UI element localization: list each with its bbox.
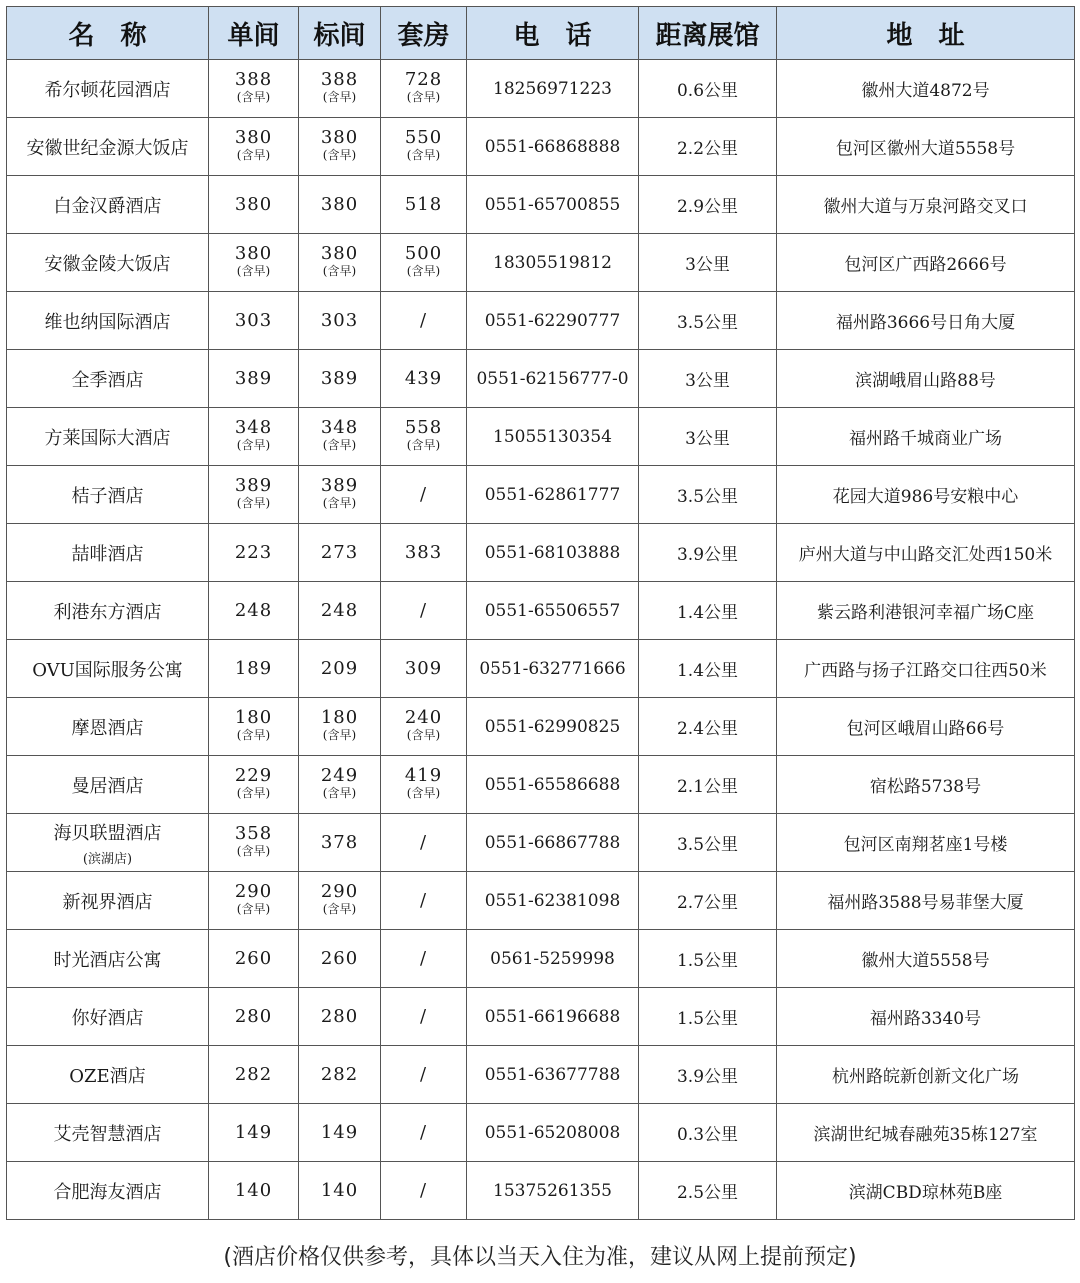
address-cell: 包河区峨眉山路66号 bbox=[777, 698, 1075, 756]
single-room-price-cell bbox=[209, 466, 299, 524]
single-room-price: 229 bbox=[234, 765, 273, 786]
single-room-price-cell bbox=[209, 1046, 299, 1104]
single-room-price: 388 bbox=[234, 69, 273, 90]
breakfast-note: (含早) bbox=[322, 264, 357, 278]
twin-room-price-cell bbox=[299, 640, 381, 698]
phone-cell: 0551-65506557 bbox=[467, 582, 639, 640]
table-row bbox=[7, 582, 1075, 640]
hotel-name: 希尔顿花园酒店 bbox=[44, 79, 171, 101]
suite-price-cell bbox=[381, 930, 467, 988]
header-address: 地 址 bbox=[777, 7, 1075, 60]
breakfast-note: (含早) bbox=[236, 786, 271, 800]
table-row bbox=[7, 234, 1075, 292]
table-row bbox=[7, 1104, 1075, 1162]
table-row bbox=[7, 60, 1075, 118]
suite-price-cell bbox=[381, 60, 467, 118]
twin-room-price-cell bbox=[299, 1046, 381, 1104]
single-room-price-cell bbox=[209, 872, 299, 930]
breakfast-note: (含早) bbox=[322, 438, 357, 452]
suite-price: 240 bbox=[404, 707, 443, 728]
hotel-name: 维也纳国际酒店 bbox=[44, 311, 171, 333]
single-room-price-cell bbox=[209, 1104, 299, 1162]
suite-price: 550 bbox=[404, 127, 443, 148]
hotel-name-cell bbox=[7, 176, 209, 234]
suite-price: 309 bbox=[404, 657, 443, 679]
address-cell: 滨湖峨眉山路88号 bbox=[777, 350, 1075, 408]
table-row bbox=[7, 176, 1075, 234]
hotel-name-cell bbox=[7, 292, 209, 350]
hotel-name-cell bbox=[7, 582, 209, 640]
suite-price: 558 bbox=[404, 417, 443, 438]
hotel-name: 艾壳智慧酒店 bbox=[53, 1123, 162, 1145]
header-name: 名 称 bbox=[7, 7, 209, 60]
address-cell: 包河区广西路2666号 bbox=[777, 234, 1075, 292]
address-cell: 滨湖世纪城春融苑35栋127室 bbox=[777, 1104, 1075, 1162]
breakfast-note: (含早) bbox=[406, 438, 441, 452]
address-cell: 宿松路5738号 bbox=[777, 756, 1075, 814]
twin-room-price: 180 bbox=[320, 707, 359, 728]
single-room-price: 248 bbox=[234, 599, 273, 621]
twin-room-price-cell bbox=[299, 988, 381, 1046]
single-room-price-cell bbox=[209, 234, 299, 292]
suite-price-cell bbox=[381, 756, 467, 814]
twin-room-price: 380 bbox=[320, 243, 359, 264]
twin-room-price: 388 bbox=[320, 69, 359, 90]
phone-cell: 15055130354 bbox=[467, 408, 639, 466]
hotel-name-cell bbox=[7, 640, 209, 698]
twin-room-price-cell bbox=[299, 1104, 381, 1162]
suite-price: 728 bbox=[404, 69, 443, 90]
breakfast-note: (含早) bbox=[406, 786, 441, 800]
table-row bbox=[7, 1046, 1075, 1104]
header-twin-room: 标间 bbox=[299, 7, 381, 60]
suite-price-cell bbox=[381, 524, 467, 582]
single-room-price: 389 bbox=[234, 367, 273, 389]
phone-cell: 0551-62861777 bbox=[467, 466, 639, 524]
single-room-price: 149 bbox=[234, 1121, 273, 1143]
address-cell: 紫云路利港银河幸福广场C座 bbox=[777, 582, 1075, 640]
distance-cell: 3.9公里 bbox=[639, 1046, 777, 1104]
hotel-name-cell bbox=[7, 814, 209, 872]
suite-price: / bbox=[419, 1005, 428, 1027]
twin-room-price: 209 bbox=[320, 657, 359, 679]
hotel-name: 新视界酒店 bbox=[62, 891, 153, 913]
twin-room-price: 380 bbox=[320, 127, 359, 148]
suite-price-cell bbox=[381, 292, 467, 350]
twin-room-price: 140 bbox=[320, 1179, 359, 1201]
breakfast-note: (含早) bbox=[236, 902, 271, 916]
single-room-price-cell bbox=[209, 292, 299, 350]
hotel-name-cell bbox=[7, 698, 209, 756]
breakfast-note: (含早) bbox=[236, 148, 271, 162]
twin-room-price: 273 bbox=[320, 541, 359, 563]
suite-price: 500 bbox=[404, 243, 443, 264]
single-room-price: 348 bbox=[234, 417, 273, 438]
hotel-name: 摩恩酒店 bbox=[71, 717, 144, 739]
hotel-name: 全季酒店 bbox=[71, 369, 144, 391]
hotel-name-cell bbox=[7, 524, 209, 582]
hotel-name: 合肥海友酒店 bbox=[53, 1181, 162, 1203]
hotel-name-cell bbox=[7, 930, 209, 988]
breakfast-note: (含早) bbox=[406, 264, 441, 278]
hotel-name: OVU国际服务公寓 bbox=[32, 659, 183, 681]
hotel-name: 白金汉爵酒店 bbox=[53, 195, 162, 217]
single-room-price-cell bbox=[209, 118, 299, 176]
single-room-price-cell bbox=[209, 640, 299, 698]
table-row bbox=[7, 640, 1075, 698]
hotel-name-cell bbox=[7, 872, 209, 930]
twin-room-price-cell bbox=[299, 1162, 381, 1220]
phone-cell: 15375261355 bbox=[467, 1162, 639, 1220]
suite-price-cell bbox=[381, 350, 467, 408]
single-room-price: 290 bbox=[234, 881, 273, 902]
single-room-price: 180 bbox=[234, 707, 273, 728]
address-cell: 徽州大道5558号 bbox=[777, 930, 1075, 988]
single-room-price: 260 bbox=[234, 947, 273, 969]
table-row bbox=[7, 466, 1075, 524]
table-row bbox=[7, 930, 1075, 988]
distance-cell: 2.7公里 bbox=[639, 872, 777, 930]
suite-price: / bbox=[419, 483, 428, 505]
table-row bbox=[7, 408, 1075, 466]
hotel-name: 海贝联盟酒店 bbox=[53, 822, 162, 844]
phone-cell: 0551-62156777-0 bbox=[467, 350, 639, 408]
twin-room-price: 348 bbox=[320, 417, 359, 438]
table-row bbox=[7, 814, 1075, 872]
distance-cell: 1.5公里 bbox=[639, 930, 777, 988]
suite-price: 439 bbox=[404, 367, 443, 389]
twin-room-price: 280 bbox=[320, 1005, 359, 1027]
twin-room-price-cell bbox=[299, 60, 381, 118]
address-cell: 广西路与扬子江路交口往西50米 bbox=[777, 640, 1075, 698]
twin-room-price-cell bbox=[299, 698, 381, 756]
hotel-name: 安徽金陵大饭店 bbox=[44, 253, 171, 275]
table-body bbox=[7, 60, 1075, 1220]
table-row bbox=[7, 350, 1075, 408]
single-room-price-cell bbox=[209, 524, 299, 582]
address-cell: 徽州大道4872号 bbox=[777, 60, 1075, 118]
suite-price-cell bbox=[381, 176, 467, 234]
hotel-name-cell bbox=[7, 988, 209, 1046]
distance-cell: 3.5公里 bbox=[639, 292, 777, 350]
header-distance: 距离展馆 bbox=[639, 7, 777, 60]
phone-cell: 0551-65586688 bbox=[467, 756, 639, 814]
hotel-name: 方莱国际大酒店 bbox=[44, 427, 171, 449]
suite-price-cell bbox=[381, 988, 467, 1046]
hotel-name-cell bbox=[7, 756, 209, 814]
distance-cell: 3公里 bbox=[639, 408, 777, 466]
hotel-name-cell bbox=[7, 1104, 209, 1162]
twin-room-price: 389 bbox=[320, 367, 359, 389]
suite-price: / bbox=[419, 889, 428, 911]
distance-cell: 1.5公里 bbox=[639, 988, 777, 1046]
twin-room-price-cell bbox=[299, 582, 381, 640]
single-room-price-cell bbox=[209, 756, 299, 814]
phone-cell: 0551-65700855 bbox=[467, 176, 639, 234]
twin-room-price-cell bbox=[299, 524, 381, 582]
breakfast-note: (含早) bbox=[406, 148, 441, 162]
distance-cell: 0.6公里 bbox=[639, 60, 777, 118]
phone-cell: 0551-66867788 bbox=[467, 814, 639, 872]
twin-room-price: 248 bbox=[320, 599, 359, 621]
single-room-price-cell bbox=[209, 582, 299, 640]
suite-price-cell bbox=[381, 640, 467, 698]
twin-room-price-cell bbox=[299, 408, 381, 466]
distance-cell: 3.5公里 bbox=[639, 814, 777, 872]
distance-cell: 2.5公里 bbox=[639, 1162, 777, 1220]
suite-price-cell bbox=[381, 234, 467, 292]
suite-price: 383 bbox=[404, 541, 443, 563]
address-cell: 福州路3666号日角大厦 bbox=[777, 292, 1075, 350]
single-room-price: 303 bbox=[234, 309, 273, 331]
suite-price: 518 bbox=[404, 193, 443, 215]
single-room-price-cell bbox=[209, 176, 299, 234]
suite-price-cell bbox=[381, 814, 467, 872]
footer-note: (酒店价格仅供参考，具体以当天入住为准，建议从网上提前预定) bbox=[223, 1245, 857, 1270]
breakfast-note: (含早) bbox=[322, 728, 357, 742]
table-row bbox=[7, 872, 1075, 930]
breakfast-note: (含早) bbox=[236, 438, 271, 452]
twin-room-price: 282 bbox=[320, 1063, 359, 1085]
suite-price-cell bbox=[381, 1046, 467, 1104]
distance-cell: 3.5公里 bbox=[639, 466, 777, 524]
phone-cell: 0551-63677788 bbox=[467, 1046, 639, 1104]
hotel-name-cell bbox=[7, 466, 209, 524]
hotel-name: OZE酒店 bbox=[69, 1065, 146, 1087]
twin-room-price: 389 bbox=[320, 475, 359, 496]
hotel-name-cell bbox=[7, 1162, 209, 1220]
distance-cell: 2.2公里 bbox=[639, 118, 777, 176]
phone-cell: 0551-66196688 bbox=[467, 988, 639, 1046]
twin-room-price: 303 bbox=[320, 309, 359, 331]
hotel-table-container bbox=[6, 6, 1074, 1220]
twin-room-price: 249 bbox=[320, 765, 359, 786]
hotel-name-cell bbox=[7, 1046, 209, 1104]
single-room-price-cell bbox=[209, 930, 299, 988]
twin-room-price-cell bbox=[299, 930, 381, 988]
single-room-price: 282 bbox=[234, 1063, 273, 1085]
table-row bbox=[7, 988, 1075, 1046]
suite-price: / bbox=[419, 309, 428, 331]
header-phone: 电 话 bbox=[467, 7, 639, 60]
suite-price: / bbox=[419, 599, 428, 621]
single-room-price-cell bbox=[209, 1162, 299, 1220]
single-room-price: 380 bbox=[234, 127, 273, 148]
phone-cell: 0551-62990825 bbox=[467, 698, 639, 756]
suite-price: / bbox=[419, 1063, 428, 1085]
hotel-name: 利港东方酒店 bbox=[53, 601, 162, 623]
single-room-price-cell bbox=[209, 60, 299, 118]
twin-room-price-cell bbox=[299, 756, 381, 814]
single-room-price: 380 bbox=[234, 243, 273, 264]
table-row bbox=[7, 1162, 1075, 1220]
suite-price-cell bbox=[381, 466, 467, 524]
address-cell: 福州路3340号 bbox=[777, 988, 1075, 1046]
breakfast-note: (含早) bbox=[322, 496, 357, 510]
twin-room-price-cell bbox=[299, 814, 381, 872]
breakfast-note: (含早) bbox=[322, 90, 357, 104]
phone-cell: 0561-5259998 bbox=[467, 930, 639, 988]
suite-price-cell bbox=[381, 582, 467, 640]
breakfast-note: (含早) bbox=[236, 264, 271, 278]
address-cell: 福州路千城商业广场 bbox=[777, 408, 1075, 466]
distance-cell: 1.4公里 bbox=[639, 640, 777, 698]
hotel-name: 你好酒店 bbox=[71, 1007, 144, 1029]
breakfast-note: (含早) bbox=[236, 496, 271, 510]
address-cell: 杭州路皖新创新文化广场 bbox=[777, 1046, 1075, 1104]
table-row bbox=[7, 292, 1075, 350]
breakfast-note: (含早) bbox=[322, 786, 357, 800]
twin-room-price: 260 bbox=[320, 947, 359, 969]
suite-price: 419 bbox=[404, 765, 443, 786]
hotel-name: 喆啡酒店 bbox=[71, 543, 144, 565]
breakfast-note: (含早) bbox=[236, 90, 271, 104]
distance-cell: 2.4公里 bbox=[639, 698, 777, 756]
suite-price-cell bbox=[381, 408, 467, 466]
distance-cell: 2.1公里 bbox=[639, 756, 777, 814]
suite-price-cell bbox=[381, 118, 467, 176]
suite-price: / bbox=[419, 1179, 428, 1201]
distance-cell: 0.3公里 bbox=[639, 1104, 777, 1162]
twin-room-price-cell bbox=[299, 176, 381, 234]
suite-price-cell bbox=[381, 698, 467, 756]
hotel-price-table bbox=[6, 6, 1075, 1220]
twin-room-price-cell bbox=[299, 350, 381, 408]
single-room-price-cell bbox=[209, 698, 299, 756]
table-row bbox=[7, 118, 1075, 176]
single-room-price: 358 bbox=[234, 823, 273, 844]
hotel-name: 安徽世纪金源大饭店 bbox=[26, 137, 189, 159]
twin-room-price-cell bbox=[299, 466, 381, 524]
single-room-price: 380 bbox=[234, 193, 273, 215]
address-cell: 庐州大道与中山路交汇处西150米 bbox=[777, 524, 1075, 582]
breakfast-note: (含早) bbox=[406, 728, 441, 742]
twin-room-price: 290 bbox=[320, 881, 359, 902]
phone-cell: 0551-66868888 bbox=[467, 118, 639, 176]
breakfast-note: (含早) bbox=[236, 728, 271, 742]
single-room-price-cell bbox=[209, 988, 299, 1046]
hotel-name: 曼居酒店 bbox=[71, 775, 144, 797]
hotel-name: 桔子酒店 bbox=[71, 485, 144, 507]
distance-cell: 1.4公里 bbox=[639, 582, 777, 640]
suite-price: / bbox=[419, 831, 428, 853]
distance-cell: 3公里 bbox=[639, 234, 777, 292]
single-room-price-cell bbox=[209, 408, 299, 466]
address-cell: 滨湖CBD琼林苑B座 bbox=[777, 1162, 1075, 1220]
single-room-price: 223 bbox=[234, 541, 273, 563]
address-cell: 包河区徽州大道5558号 bbox=[777, 118, 1075, 176]
breakfast-note: (含早) bbox=[236, 844, 271, 858]
breakfast-note: (含早) bbox=[322, 148, 357, 162]
single-room-price: 280 bbox=[234, 1005, 273, 1027]
distance-cell: 3.9公里 bbox=[639, 524, 777, 582]
hotel-name-cell bbox=[7, 350, 209, 408]
single-room-price-cell bbox=[209, 350, 299, 408]
address-cell: 徽州大道与万泉河路交叉口 bbox=[777, 176, 1075, 234]
table-row bbox=[7, 524, 1075, 582]
phone-cell: 18305519812 bbox=[467, 234, 639, 292]
suite-price: / bbox=[419, 947, 428, 969]
hotel-name-cell bbox=[7, 118, 209, 176]
hotel-name: 时光酒店公寓 bbox=[53, 949, 162, 971]
single-room-price: 140 bbox=[234, 1179, 273, 1201]
hotel-name-cell bbox=[7, 60, 209, 118]
twin-room-price: 149 bbox=[320, 1121, 359, 1143]
address-cell: 包河区南翔茗座1号楼 bbox=[777, 814, 1075, 872]
twin-room-price-cell bbox=[299, 292, 381, 350]
phone-cell: 0551-62381098 bbox=[467, 872, 639, 930]
header-suite: 套房 bbox=[381, 7, 467, 60]
twin-room-price-cell bbox=[299, 118, 381, 176]
table-header-row bbox=[7, 7, 1075, 60]
suite-price-cell bbox=[381, 1104, 467, 1162]
table-row bbox=[7, 756, 1075, 814]
twin-room-price-cell bbox=[299, 234, 381, 292]
twin-room-price: 378 bbox=[320, 831, 359, 853]
hotel-branch: (滨湖店) bbox=[82, 851, 133, 867]
suite-price: / bbox=[419, 1121, 428, 1143]
distance-cell: 2.9公里 bbox=[639, 176, 777, 234]
table-row bbox=[7, 698, 1075, 756]
address-cell: 福州路3588号易菲堡大厦 bbox=[777, 872, 1075, 930]
breakfast-note: (含早) bbox=[322, 902, 357, 916]
header-single-room: 单间 bbox=[209, 7, 299, 60]
address-cell: 花园大道986号安粮中心 bbox=[777, 466, 1075, 524]
phone-cell: 0551-68103888 bbox=[467, 524, 639, 582]
single-room-price-cell bbox=[209, 814, 299, 872]
twin-room-price-cell bbox=[299, 872, 381, 930]
phone-cell: 18256971223 bbox=[467, 60, 639, 118]
hotel-name-cell bbox=[7, 234, 209, 292]
suite-price-cell bbox=[381, 1162, 467, 1220]
phone-cell: 0551-62290777 bbox=[467, 292, 639, 350]
hotel-name-cell bbox=[7, 408, 209, 466]
single-room-price: 189 bbox=[234, 657, 273, 679]
suite-price-cell bbox=[381, 872, 467, 930]
single-room-price: 389 bbox=[234, 475, 273, 496]
phone-cell: 0551-65208008 bbox=[467, 1104, 639, 1162]
phone-cell: 0551-632771666 bbox=[467, 640, 639, 698]
twin-room-price: 380 bbox=[320, 193, 359, 215]
breakfast-note: (含早) bbox=[406, 90, 441, 104]
distance-cell: 3公里 bbox=[639, 350, 777, 408]
